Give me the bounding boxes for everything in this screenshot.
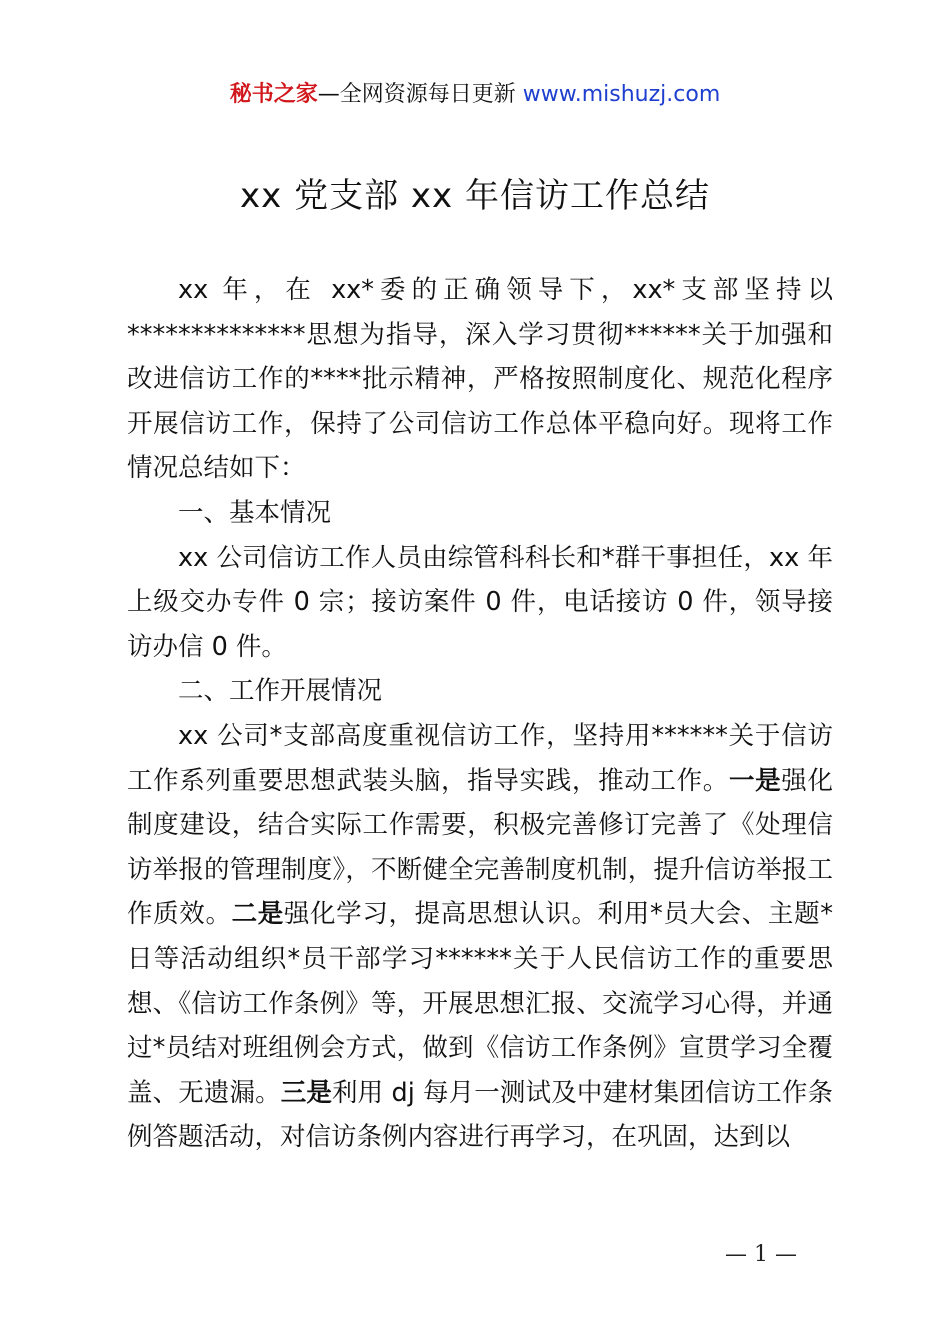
banner-tagline: —全网资源每日更新 xyxy=(317,82,523,107)
paragraph-work xyxy=(127,714,833,1160)
document-title: xx 党支部 xx 年信访工作总结 xyxy=(240,176,710,216)
document-body xyxy=(127,268,833,1160)
site-banner xyxy=(0,80,950,110)
paragraph-work-first: 强化制度建设，结合实际工作需要，积极完善修订完善了《处理信访举报的管理制度》，不断健全完善制度机制，提升信访举报工作质效。 xyxy=(127,765,833,930)
paragraph-work-second: 强化学习，提高思想认识。利用*员大会、主题*日等活动组织*员干部学习******关于人民信访工作的重要思想、《信访工作条例》等，开展思想汇报、交流学习心得，并通过*员结对班组例会方式，做到《信访工作条例》宣贯学习全覆盖、无遗漏。 xyxy=(127,899,833,1108)
emphasis-second: 二是 xyxy=(231,899,284,930)
banner-brand: 秘书之家 xyxy=(229,82,318,107)
paragraph-intro: xx 年，在 xx*委的正确领导下，xx*支部坚持以**************思想为指导，深入学习贯彻******关于加强和改进信访工作的****批示精神，严格按照制度化、规范化程序开展信访工作，保持了公司信访工作总体平稳向好。现将工作情况总结如下： xyxy=(127,275,833,484)
paragraph-work-third: 利用 dj 每月一测试及中建材集团信访工作条例答题活动，对信访条例内容进行再学习，在巩固，达到以 xyxy=(127,1077,833,1153)
section-heading-work: 二、工作开展情况 xyxy=(178,676,383,707)
emphasis-first: 一是 xyxy=(728,765,782,796)
paragraph-work-lead: xx 公司*支部高度重视信访工作，坚持用******关于信访工作系列重要思想武装头脑，指导实践，推动工作。 xyxy=(127,720,833,796)
paragraph-basic: xx 公司信访工作人员由综管科科长和*群干事担任，xx 年上级交办专件 0 宗；接访案件 0 件，电话接访 0 件，领导接访办信 0 件。 xyxy=(127,542,833,662)
section-heading-basic: 一、基本情况 xyxy=(178,497,332,528)
banner-url-link[interactable]: www.mishuzj.com xyxy=(522,82,721,107)
page-number: — 1 — xyxy=(725,1242,797,1267)
emphasis-third: 三是 xyxy=(280,1077,333,1108)
